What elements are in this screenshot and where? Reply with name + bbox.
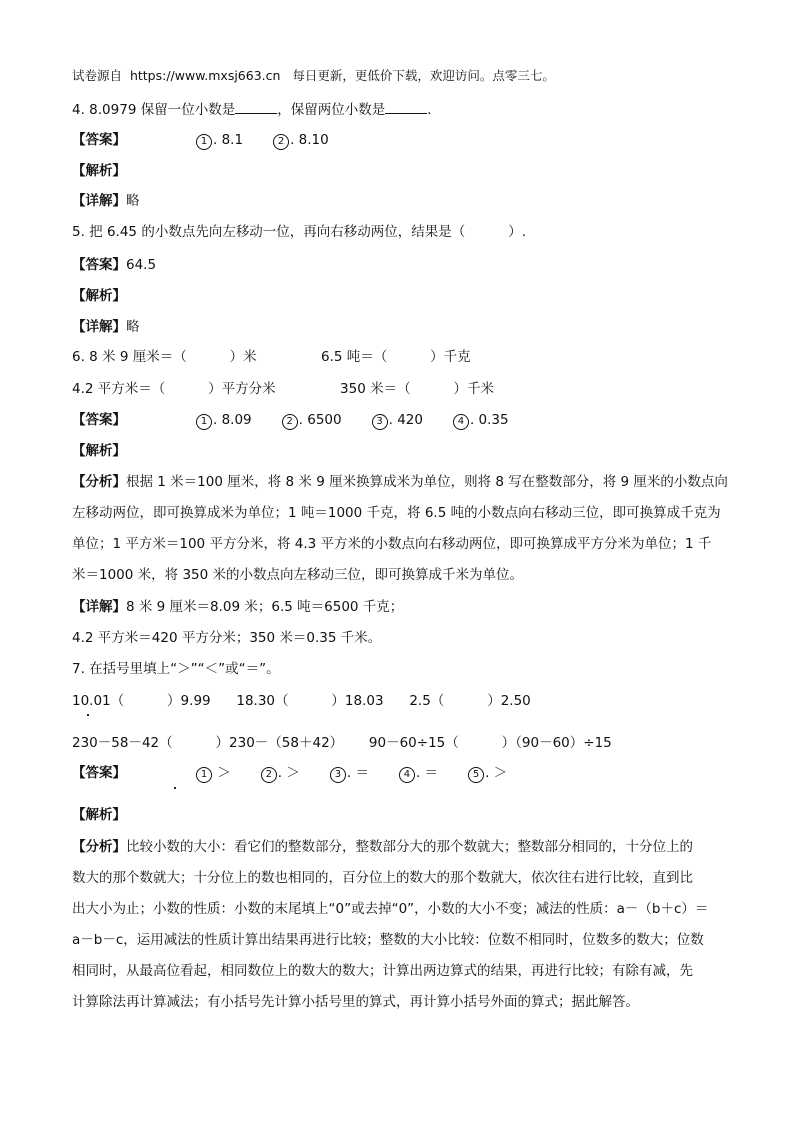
circled-number: 4: [453, 414, 469, 430]
q4-analysis-label: 【解析】: [72, 163, 126, 179]
answer-label: 【答案】: [72, 132, 126, 148]
q7-fenxi-line-1: 【分析】比较小数的大小：看它们的整数部分，整数部分大的那个数就大；整数部分相同的，十分位上的: [72, 839, 693, 855]
q7-analysis-label: 【解析】: [72, 807, 126, 823]
q6-answer-3: 3 . 420: [372, 410, 423, 430]
q4-detail-text: 略: [126, 193, 140, 209]
q4-answer-1: 1 . 8.1: [196, 130, 243, 150]
fenxi-label: 【分析】: [72, 839, 126, 855]
answer-label: 【答案】: [72, 412, 126, 428]
q7-fenxi-line-3: 出大小为止；小数的性质：小数的末尾填上“0”或去掉“0”，小数的大小不变；减法的性质：a－（b＋c）＝: [72, 901, 709, 917]
q4-blank-1: [235, 100, 277, 114]
q5-analysis-label: 【解析】: [72, 288, 126, 304]
q7-answer-4: 4 . ＝: [399, 763, 438, 783]
q7-answer-5: 5 . ＞: [468, 763, 507, 783]
q6-answer-1: 1 . 8.09: [196, 410, 252, 430]
q6-fenxi-line-4: 米＝1000 米，将 350 米的小数点向左移动三位，即可换算成千米为单位。: [72, 567, 523, 583]
circled-number: 1: [196, 414, 212, 430]
q5-detail-text: 略: [126, 319, 140, 335]
q7-answer-2: 2 . ＞: [261, 763, 300, 783]
q4-detail: [72, 191, 140, 211]
q4-question: [72, 100, 432, 120]
circled-number: 2: [273, 134, 289, 150]
q4-blank-2: [385, 100, 427, 114]
circled-number: 4: [399, 767, 415, 783]
stray-dot: [87, 714, 89, 716]
q4-question-mid: ，保留两位小数是: [277, 102, 386, 118]
q6-line-1: 6. 8 米 9 厘米＝（ ）米 6.5 吨＝（ ）千克: [72, 349, 471, 365]
q5-question: 5. 把 6.45 的小数点先向左移动一位，再向右移动两位，结果是（ ）.: [72, 224, 527, 240]
circled-number: 5: [468, 767, 484, 783]
q7-row-1: 10.01（ ）9.99 18.30（ ）18.03 2.5（ ）2.50: [72, 693, 531, 709]
q4-answer-2: 2 . 8.10: [273, 130, 329, 150]
source-header: 试卷源自 https://www.mxsj663.cn 每日更新，更低价下载，欢迎访问。点零三七。: [72, 68, 555, 83]
q6-answer: [72, 410, 509, 430]
stray-dot: [174, 787, 176, 789]
q5-answer: [72, 255, 156, 275]
q6-line-2: 4.2 平方米＝（ ）平方分米 350 米＝（ ）千米: [72, 381, 495, 397]
detail-label: 【详解】: [72, 193, 126, 209]
q6-detail-line-1: 【详解】8 米 9 厘米＝8.09 米；6.5 吨＝6500 千克；: [72, 599, 404, 615]
q7-fenxi-line-4: a－b－c，运用减法的性质计算出结果再进行比较；整数的大小比较：位数不相同时，位数多的数大；位数: [72, 932, 704, 948]
q6-answer-4: 4 . 0.35: [453, 410, 509, 430]
answer-label: 【答案】: [72, 257, 126, 273]
circled-number: 3: [330, 767, 346, 783]
q5-answer-value: 64.5: [126, 257, 157, 273]
circled-number: 2: [261, 767, 277, 783]
q5-detail: [72, 317, 140, 337]
q6-detail-line-2: 4.2 平方米＝420 平方分米；350 米＝0.35 千米。: [72, 630, 382, 646]
q7-fenxi-line-5: 相同时，从最高位看起，相同数位上的数大的数大；计算出两边算式的结果，再进行比较；有除有减，先: [72, 963, 693, 979]
circled-number: 1: [196, 767, 212, 783]
q7-fenxi-line-6: 计算除法再计算减法；有小括号先计算小括号里的算式，再计算小括号外面的算式；据此解答。: [72, 994, 639, 1010]
fenxi-label: 【分析】: [72, 474, 126, 490]
q6-analysis-label: 【解析】: [72, 443, 126, 459]
q6-fenxi-line-3: 单位；1 平方米＝100 平方分米，将 4.3 平方米的小数点向右移动两位，即可换算成平方分米为单位；1 千: [72, 536, 712, 552]
q7-question: 7. 在括号里填上“＞”“＜”或“＝”。: [72, 661, 280, 677]
q4-answer: [72, 130, 329, 150]
circled-number: 2: [282, 414, 298, 430]
q4-question-end: .: [427, 102, 432, 118]
q4-question-pre: 4. 8.0979 保留一位小数是: [72, 102, 236, 118]
q6-fenxi-line-1: 【分析】根据 1 米＝100 厘米，将 8 米 9 厘米换算成米为单位，则将 8 写在整数部分，将 9 厘米的小数点向: [72, 474, 728, 490]
q6-fenxi-line-2: 左移动两位，即可换算成米为单位；1 吨＝1000 千克，将 6.5 吨的小数点向右移动三位，即可换算成千克为: [72, 505, 721, 521]
q7-answer-3: 3 . ＝: [330, 763, 369, 783]
q7-fenxi-line-2: 数大的那个数就大；十分位上的数也相同的，百分位上的数大的那个数就大，依次往右进行比较，直到比: [72, 870, 693, 886]
detail-label: 【详解】: [72, 319, 126, 335]
answer-label: 【答案】: [72, 765, 126, 781]
q7-answer: [72, 763, 507, 783]
q6-answer-2: 2 . 6500: [282, 410, 342, 430]
q7-answer-1: 1 ＞: [196, 763, 231, 783]
q7-row-2: 230－58－42（ ）230－（58＋42） 90－60÷15（ ）（90－60）÷15: [72, 735, 612, 751]
circled-number: 1: [196, 134, 212, 150]
detail-label: 【详解】: [72, 599, 126, 615]
circled-number: 3: [372, 414, 388, 430]
